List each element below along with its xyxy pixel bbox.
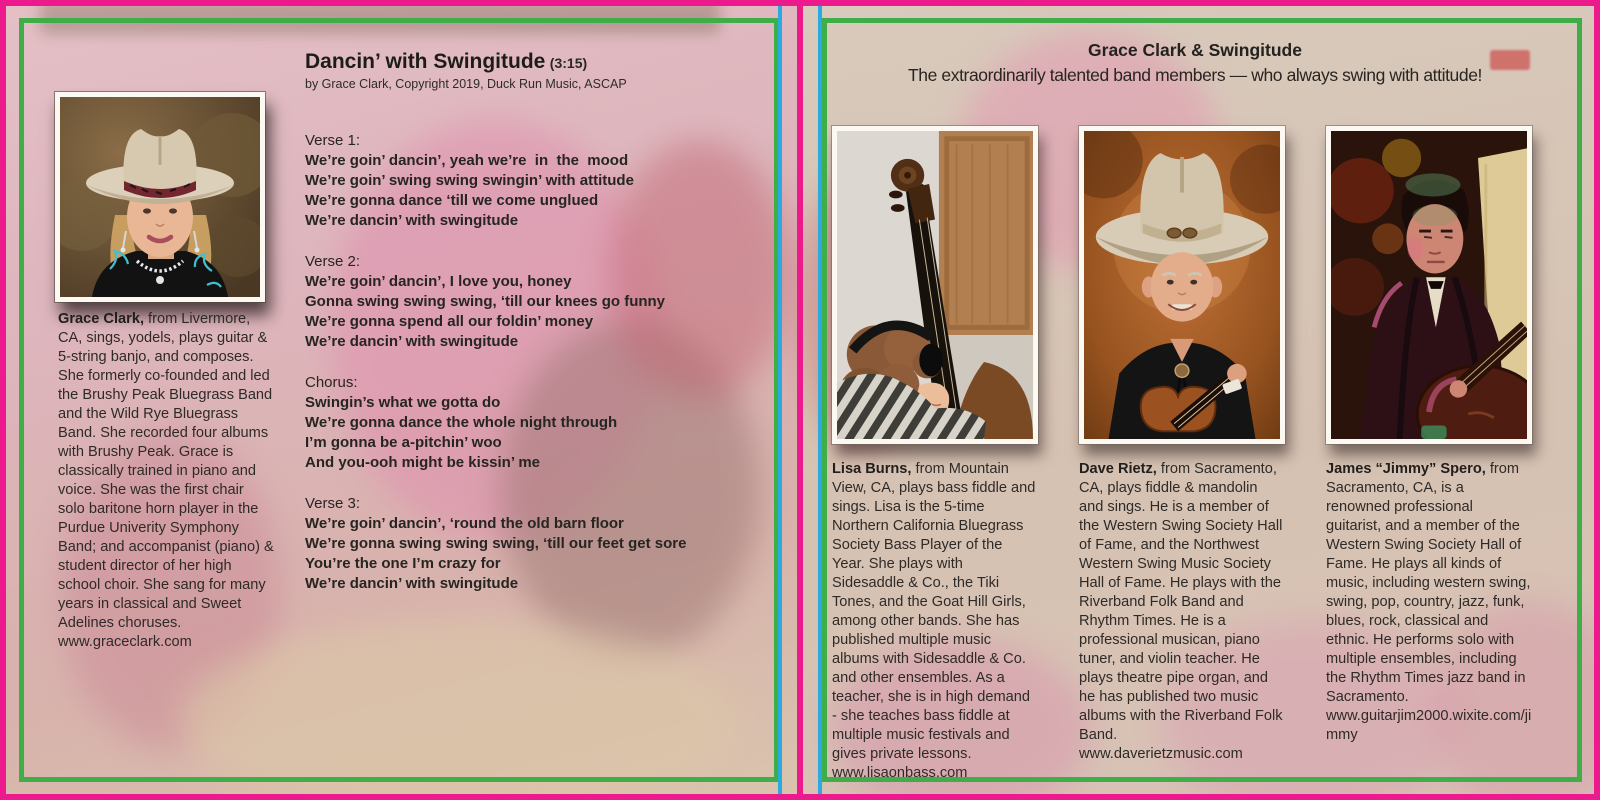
james-spero-name: James “Jimmy” Spero, — [1326, 461, 1486, 477]
lyrics-verse-2 — [305, 252, 686, 352]
lisa-burns-bio-text: from Mountain View, CA, plays bass fiddle and sings. Lisa is the 5-time Northern California Bluegrass Society Bass Player of the Year. She plays with Sidesaddle & Co., the Tiki Tones, and the Goat Hill Girls, among other bands. She has published multiple music albums with Sidesaddle & Co. and other ensembles. As a teacher, she is in high demand - she teaches bass fiddle at multiple music festivals and gives private lessons. — [832, 461, 1036, 762]
lyric-line: We’re dancin’ with swingitude — [305, 212, 519, 229]
james-spero-website: www.guitarjim2000.wixite.com/jimmy — [1326, 708, 1532, 743]
dave-rietz-bio — [1079, 460, 1285, 764]
lyric-line: Swingin’s what we gotta do — [305, 394, 501, 411]
lyric-line: We’re goin’ dancin’, ‘round the old barn floor — [305, 515, 624, 532]
grace-clark-photo — [55, 92, 265, 302]
james-spero-photo — [1326, 126, 1532, 444]
section-label: Verse 2: — [305, 253, 361, 270]
james-portrait-illustration — [1331, 131, 1527, 439]
band-title: Grace Clark & Swingitude — [1088, 40, 1302, 60]
grace-portrait-illustration — [60, 97, 260, 297]
grace-clark-name: Grace Clark, — [58, 311, 144, 327]
lisa-burns-name: Lisa Burns, — [832, 461, 912, 477]
dave-rietz-name: Dave Rietz, — [1079, 461, 1157, 477]
james-spero-bio-text: from Sacramento, CA, is a renowned professional guitarist, and a member of the Western Swing Society Hall of Fame. He plays all kinds of music, including western swing, swing, pop, country, jazz, funk, blues, rock, classical and ethnic. He performs solo with multiple ensembles, including the Rhythm Times jazz band in Sacramento. — [1326, 461, 1531, 705]
lyric-line: And you-ooh might be kissin’ me — [305, 454, 541, 471]
lyric-line: We’re dancin’ with swingitude — [305, 333, 519, 350]
dave-rietz-photo — [1079, 126, 1285, 444]
lyrics-verse-1 — [305, 131, 686, 231]
lyric-line: We’re goin’ dancin’, yeah we’re in the mood — [305, 152, 629, 169]
lisa-burns-website: www.lisaonbass.com — [832, 765, 968, 781]
section-label: Chorus: — [305, 374, 358, 391]
song-duration: (3:15) — [549, 55, 588, 71]
lyric-line: We’re gonna dance ‘till we come unglued — [305, 192, 599, 209]
lyric-line: We’re goin’ swing swing swingin’ with attitude — [305, 172, 634, 189]
band-subtitle: The extraordinarily talented band members — who always swing with attitude! — [907, 65, 1483, 85]
lyric-line: We’re gonna swing swing swing, ‘till our feet get sore — [305, 535, 687, 552]
song-title-block — [305, 50, 627, 91]
dave-rietz-website: www.daverietzmusic.com — [1079, 746, 1243, 762]
lyric-line: We’re goin’ dancin’, I love you, honey — [305, 273, 572, 290]
lyric-line: We’re dancin’ with swingitude — [305, 575, 519, 592]
james-spero-bio — [1326, 460, 1532, 745]
grace-clark-bio-text: from Livermore, CA, sings, yodels, plays guitar & 5-string banjo, and composes. She formerly co-founded and led the Brushy Peak Bluegrass Band and the Wild Rye Bluegrass Band. She recorded four albums with Brushy Peak. Grace is classically trained in piano and voice. She was the first chair solo baritone horn player in the Purdue Univerity Symphony Band; and accompanist (piano) & student director of her high school choir. She sang for many years in classical and Sweet Adelines choruses. — [58, 311, 274, 631]
lyric-line: I’m gonna be a-pitchin’ woo — [305, 434, 502, 451]
lyrics-verse-3 — [305, 494, 686, 594]
song-lyrics — [305, 131, 686, 615]
song-credit: by Grace Clark, Copyright 2019, Duck Run Music, ASCAP — [305, 77, 627, 91]
lyric-line: You’re the one I’m crazy for — [305, 555, 501, 572]
section-label: Verse 3: — [305, 495, 361, 512]
lyric-line: We’re gonna spend all our foldin’ money — [305, 313, 594, 330]
lyric-line: We’re gonna dance the whole night through — [305, 414, 618, 431]
section-label: Verse 1: — [305, 132, 361, 149]
band-header — [805, 40, 1585, 86]
song-title: Dancin’ with Swingitude — [305, 50, 546, 73]
dave-portrait-illustration — [1084, 131, 1280, 439]
lisa-portrait-illustration — [837, 131, 1033, 439]
lisa-burns-bio — [832, 460, 1038, 783]
dave-rietz-bio-text: from Sacramento, CA, plays fiddle & mandolin and sings. He is a member of the Western Swing Society Hall of Fame, and the Northwest Western Swing Music Society Hall of Fame. He plays with the Riverband Folk Band and Rhythm Times. He is a professional musican, piano tuner, and violin teacher. He plays theatre pipe organ, and he has published two music albums with the Riverband Folk Band. — [1079, 461, 1283, 743]
grace-clark-bio — [58, 310, 274, 652]
background-art-ceiling-beam — [40, 0, 720, 34]
lisa-burns-photo — [832, 126, 1038, 444]
grace-clark-website: www.graceclark.com — [58, 634, 192, 650]
lyric-line: Gonna swing swing swing, ‘till our knees go funny — [305, 293, 666, 310]
lyrics-chorus — [305, 373, 686, 473]
